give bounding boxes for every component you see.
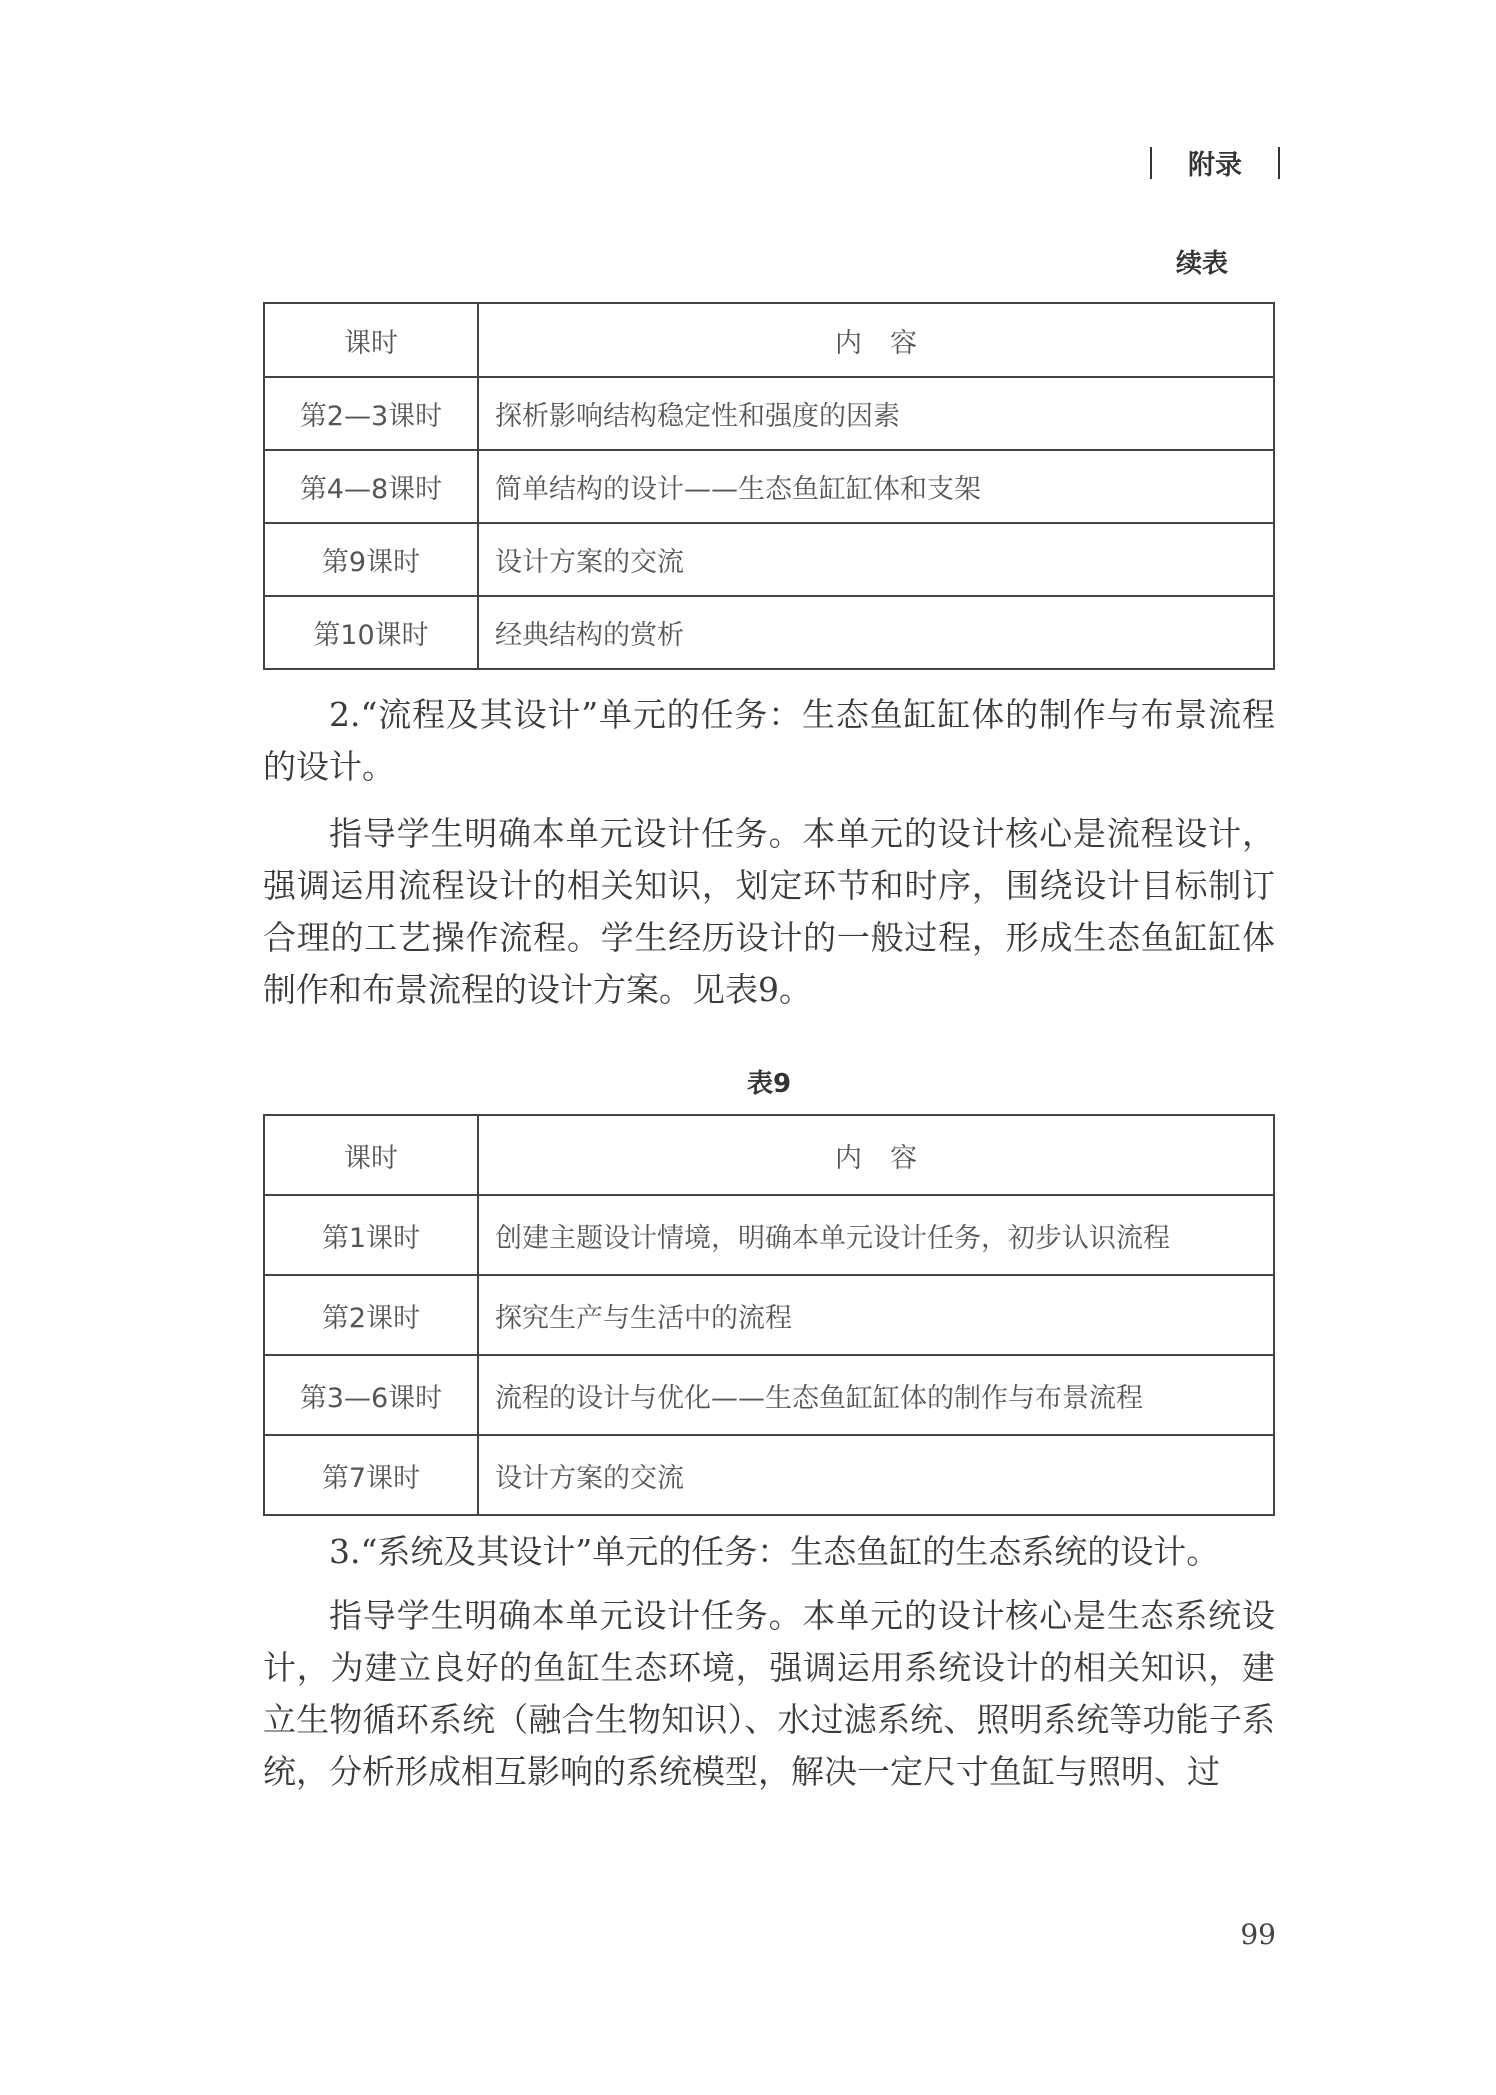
column-header-lesson: 课时 [264, 1115, 478, 1195]
lesson-cell: 第9课时 [264, 523, 478, 596]
column-header-content: 内容 [478, 303, 1274, 377]
lesson-cell: 第7课时 [264, 1435, 478, 1515]
table-row [264, 1195, 1274, 1275]
table-9-title: 表9 [746, 1069, 792, 1099]
content-cell: 设计方案的交流 [478, 1435, 1274, 1515]
paragraph-unit2-task: 2.“流程及其设计”单元的任务：生态鱼缸缸体的制作与布景流程的设计。 [263, 695, 1275, 786]
lesson-cell: 第4—8课时 [264, 450, 478, 523]
lesson-cell: 第10课时 [264, 596, 478, 669]
table-row [264, 450, 1274, 523]
table-row [264, 1355, 1274, 1435]
content-cell: 流程的设计与优化——生态鱼缸缸体的制作与布景流程 [478, 1355, 1274, 1435]
lesson-table-continued [263, 302, 1275, 670]
lesson-cell: 第2课时 [264, 1275, 478, 1355]
paragraph-unit3-guidance: 指导学生明确本单元设计任务。本单元的设计核心是生态系统设计，为建立良好的鱼缸生态环境，强调运用系统设计的相关知识，建立生物循环系统（融合生物知识）、水过滤系统、照明系统等功能子系统，分析形成相互影响的系统模型，解决一定尺寸鱼缸与照明、过 [263, 1596, 1275, 1791]
lesson-table-9 [263, 1114, 1275, 1516]
paragraph-unit2-guidance: 指导学生明确本单元设计任务。本单元的设计核心是流程设计，强调运用流程设计的相关知识，划定环节和时序，围绕设计目标制订合理的工艺操作流程。学生经历设计的一般过程，形成生态鱼缸缸体制作和布景流程的设计方案。见表9。 [263, 814, 1275, 1009]
paragraph-unit3-task: 3.“系统及其设计”单元的任务：生态鱼缸的生态系统的设计。 [329, 1532, 1220, 1571]
content-cell: 设计方案的交流 [478, 523, 1274, 596]
lesson-cell: 第3—6课时 [264, 1355, 478, 1435]
column-header-lesson: 课时 [264, 303, 478, 377]
header-bar-right [1278, 147, 1280, 179]
continued-table-label: 续表 [1175, 249, 1228, 279]
content-cell: 经典结构的赏析 [478, 596, 1274, 669]
table-header-row [264, 303, 1274, 377]
content-cell: 探究生产与生活中的流程 [478, 1275, 1274, 1355]
content-cell: 简单结构的设计——生态鱼缸缸体和支架 [478, 450, 1274, 523]
table-header-row [264, 1115, 1274, 1195]
page-number: 99 [1240, 1918, 1276, 1951]
column-header-content: 内容 [478, 1115, 1274, 1195]
header-bar-left [1150, 147, 1152, 179]
header-section-title: 附录 [1188, 150, 1242, 181]
table-row [264, 1275, 1274, 1355]
table-row [264, 1435, 1274, 1515]
content-cell: 创建主题设计情境，明确本单元设计任务，初步认识流程 [478, 1195, 1274, 1275]
table-row [264, 377, 1274, 450]
lesson-cell: 第1课时 [264, 1195, 478, 1275]
content-cell: 探析影响结构稳定性和强度的因素 [478, 377, 1274, 450]
table-row [264, 523, 1274, 596]
lesson-cell: 第2—3课时 [264, 377, 478, 450]
running-header [1150, 143, 1280, 182]
table-row [264, 596, 1274, 669]
